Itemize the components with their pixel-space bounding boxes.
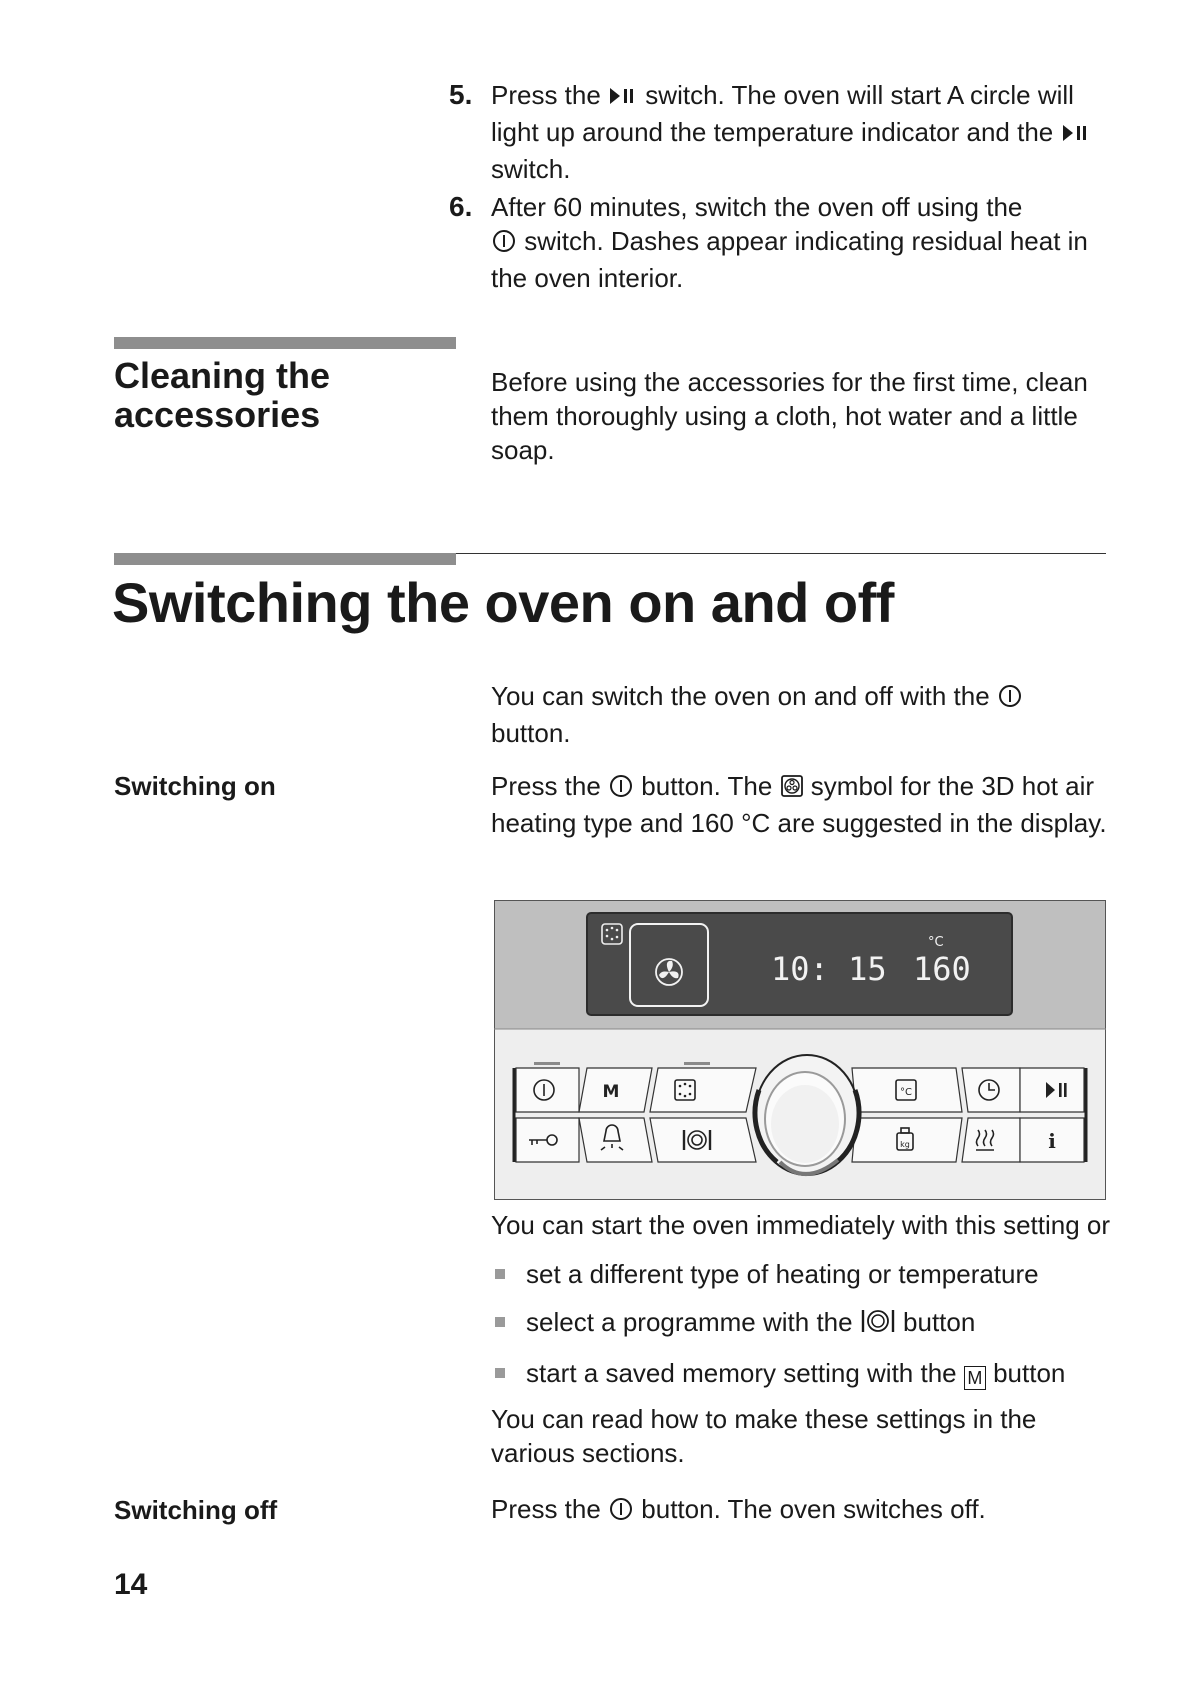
switching-on-text [491,769,1121,840]
list-item [491,1257,1131,1291]
section-title: Switching the oven on and off [112,571,894,634]
memory-M-icon [964,1366,986,1390]
oven-display [587,913,1012,1015]
memory-symbol-text: M [967,1368,983,1388]
display-time: 10: 15 [771,950,887,988]
intro-text: button. [491,718,571,748]
memory-M-label: M [602,1082,620,1102]
light-button[interactable] [579,1118,652,1162]
step-text: switch. [491,154,571,184]
list-item [491,1356,1131,1390]
switching-off-part: button. The oven switches off. [634,1494,986,1524]
switching-off-label: Switching off [114,1495,278,1525]
power-button[interactable] [516,1068,579,1112]
section-bar [114,337,456,349]
after-panel-lead: You can start the oven immediately with this setting or [491,1210,1111,1240]
step-text: After 60 minutes, switch the oven off using the [491,192,1023,222]
power-icon [491,227,517,261]
switching-off-part: Press the [491,1494,609,1524]
intro-text: You can switch the oven on and off with the [491,681,997,711]
cleaning-text: Before using the accessories for the first time, clean them thoroughly using a cloth, hot water and a little soap. [491,367,1088,465]
power-icon [608,1495,634,1529]
power-icon [608,772,634,806]
list-item-text: select a programme with the [526,1307,860,1337]
section-rule [456,553,1106,554]
options-list [491,1257,1131,1404]
switching-on-label: Switching on [114,771,276,801]
page-number: 14 [114,1568,148,1601]
after-panel-follow: You can read how to make these settings in the various sections. [491,1404,1037,1468]
step-text: Press the [491,80,609,110]
hot-air-3d-icon [780,772,804,806]
step-text: switch. Dashes appear indicating residual heat in the oven interior. [491,226,1088,293]
list-item-text: set a different type of heating or temperature [526,1259,1039,1289]
info-i-label: i [1048,1129,1056,1153]
oven-control-panel [494,900,1106,1200]
display-temp-unit: °C [928,935,944,950]
temperature-label: °C [900,1087,912,1098]
cleaning-heading: Cleaning the accessories [114,355,331,435]
rotary-knob[interactable] [755,1055,859,1175]
step-text: switch. The oven will start A circle will light up around the temperature indicator and the [491,80,1074,147]
step-5 [449,78,1121,186]
switching-on-part: Press the [491,771,609,801]
list-item-text: start a saved memory setting with the [526,1358,964,1388]
step-number: 6. [449,191,473,222]
section-intro [491,679,1101,750]
list-item-text: button [895,1307,976,1337]
list-item-text: button [985,1358,1066,1388]
switching-on-part: symbol for the 3D hot air heating type and 160 °C are suggested in the display. [491,771,1107,838]
quick-heat-button[interactable] [650,1068,756,1112]
weight-kg-label: kg [900,1140,910,1149]
list-item [491,1305,1131,1342]
programme-icon [860,1308,896,1342]
step-6 [449,190,1121,295]
start-pause-icon [1061,118,1091,152]
display-temperature: 160 [913,950,971,988]
section-bar [114,553,456,565]
power-icon [997,682,1023,716]
programme-button[interactable] [650,1118,756,1162]
step-number: 5. [449,79,473,110]
switching-off-text [491,1492,1111,1529]
start-pause-icon [608,81,638,115]
switching-on-part: button. The [634,771,780,801]
